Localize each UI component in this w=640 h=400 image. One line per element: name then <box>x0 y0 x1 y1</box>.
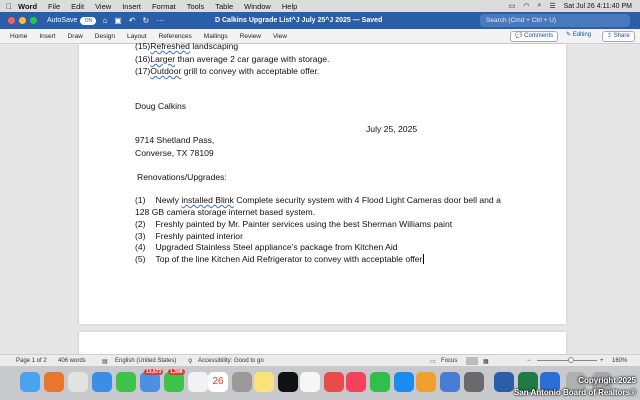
tab-mailings[interactable]: Mailings <box>203 32 228 40</box>
status-bar <box>0 354 640 366</box>
macos-dock <box>0 366 640 400</box>
tab-home[interactable]: Home <box>10 32 28 40</box>
document-date: July 25, 2025 <box>366 124 418 134</box>
editing-label: Editing <box>572 32 592 38</box>
text-cursor <box>423 254 424 264</box>
chrome-icon[interactable] <box>68 372 88 392</box>
zoom-window-button[interactable] <box>30 17 37 24</box>
undo-icon[interactable]: ↶ <box>128 16 136 25</box>
zoom-in-icon[interactable]: + <box>600 358 604 364</box>
tab-design[interactable]: Design <box>94 32 116 40</box>
upgrade-item-5: (5) Top of the line Kitchen Aid Refrigerator to convey with acceptable offer <box>135 254 423 264</box>
list-item-15: (15)Refreshed landscaping <box>135 41 239 51</box>
finder-icon[interactable] <box>20 372 40 392</box>
music-icon[interactable] <box>346 372 366 392</box>
word-titlebar <box>0 12 640 29</box>
tab-draw[interactable]: Draw <box>67 32 83 40</box>
section-heading: Renovations/Upgrades: <box>137 172 227 182</box>
appletv-icon[interactable] <box>278 372 298 392</box>
menu-edit[interactable]: Edit <box>71 1 85 11</box>
firefox-icon[interactable] <box>44 372 64 392</box>
tab-references[interactable]: References <box>158 32 192 40</box>
utilities-icon[interactable] <box>464 372 484 392</box>
numbers-icon[interactable] <box>370 372 390 392</box>
news-icon[interactable] <box>324 372 344 392</box>
close-window-button[interactable] <box>8 17 15 24</box>
menu-table[interactable]: Table <box>215 1 234 11</box>
menu-file[interactable]: File <box>48 1 61 11</box>
web-layout-icon[interactable]: ▦ <box>483 359 489 365</box>
menu-help[interactable]: Help <box>281 1 298 11</box>
preview-icon[interactable] <box>440 372 460 392</box>
menu-format[interactable]: Format <box>151 1 176 11</box>
upgrade-item-1-continued: 128 GB camera storage internet based system. <box>135 207 316 217</box>
tab-insert[interactable]: Insert <box>39 32 56 40</box>
author-name: Doug Calkins <box>135 101 187 111</box>
document-page[interactable] <box>79 41 566 324</box>
watermark-line-2: San Antonio Board of Realtors® <box>513 388 636 397</box>
accessibility-status[interactable]: Accessibility: Good to go <box>198 358 264 364</box>
macos-menubar <box>0 0 640 12</box>
clock-datetime[interactable]: Sat Jul 26 4:11:40 PM <box>563 2 632 10</box>
upgrade-item-2: (2) Freshly painted by Mr. Painter services using the best Sherman Williams paint <box>135 219 453 229</box>
pages-icon[interactable] <box>416 372 436 392</box>
tab-review[interactable]: Review <box>239 32 261 40</box>
upgrade-item-4: (4) Upgraded Stainless Steel appliance’s package from Kitchen Aid <box>135 242 398 252</box>
word-icon[interactable] <box>494 372 514 392</box>
battery-icon[interactable]: ▭ <box>508 3 516 10</box>
editing-button[interactable]: ✎ Editing <box>566 32 592 38</box>
zoom-slider[interactable] <box>537 360 597 361</box>
word-count[interactable]: 406 words <box>58 358 86 364</box>
minimize-window-button[interactable] <box>19 17 26 24</box>
mail-icon[interactable] <box>140 372 160 392</box>
focus-button[interactable]: Focus <box>441 358 458 364</box>
notes-icon[interactable] <box>254 372 274 392</box>
zoom-slider-thumb[interactable] <box>568 357 574 363</box>
facetime-icon[interactable] <box>116 372 136 392</box>
search-placeholder: Search (Cmd + Ctrl + U) <box>486 17 557 24</box>
messages-icon[interactable] <box>164 372 184 392</box>
apple-icon[interactable] <box>0 2 18 11</box>
menu-view[interactable]: View <box>95 1 112 11</box>
tab-layout[interactable]: Layout <box>127 32 147 40</box>
photos-icon[interactable] <box>188 372 208 392</box>
share-button[interactable]: ⇪ Share <box>602 31 635 42</box>
share-label: Share <box>613 33 630 39</box>
mail-badge: 13,673 <box>146 369 162 375</box>
document-title: D Calkins Upgrade List^J July 25^J 2025 — Saved <box>215 17 383 24</box>
search-input[interactable] <box>480 14 630 27</box>
zoom-out-icon[interactable]: − <box>527 358 531 364</box>
save-icon[interactable]: ▣ <box>114 16 122 25</box>
watermark-line-1: Copyright 2025 <box>578 376 636 385</box>
tab-view[interactable]: View <box>272 32 287 40</box>
menu-insert[interactable]: Insert <box>122 1 141 11</box>
menu-app-name[interactable]: Word <box>18 1 38 11</box>
app-store-icon[interactable] <box>394 372 414 392</box>
accessibility-icon[interactable]: ⚲ <box>188 359 193 365</box>
proofing-icon[interactable]: ▤ <box>102 359 108 365</box>
autosave-label: AutoSave <box>47 17 78 24</box>
focus-icon[interactable]: ▭ <box>430 359 436 365</box>
page-count[interactable]: Page 1 of 2 <box>16 358 47 364</box>
calendar-icon[interactable] <box>208 372 228 392</box>
comments-button[interactable]: 💬 Comments <box>510 31 558 42</box>
upgrade-item-1: (1) Newly installed Blink Complete security system with 4 Flood Light Cameras door bell and a <box>135 195 501 205</box>
document-canvas[interactable] <box>0 41 640 354</box>
safari-icon[interactable] <box>92 372 112 392</box>
menu-window[interactable]: Window <box>244 1 271 11</box>
list-item-16: (16)Larger than average 2 car garage with storage. <box>135 54 330 64</box>
control-center-icon[interactable]: ☰ <box>549 3 556 10</box>
home-icon[interactable]: ⌂ <box>102 16 108 25</box>
ribbon-tabs <box>0 29 640 44</box>
search-icon[interactable]: ⌕ <box>537 2 542 9</box>
list-item-17: (17)Outdoor grill to convey with acceptable offer. <box>135 66 320 76</box>
zoom-level[interactable]: 160% <box>612 358 628 364</box>
language[interactable]: English (United States) <box>115 358 177 364</box>
wifi-icon[interactable]: ◠ <box>523 3 530 10</box>
calendar-day: 26 <box>212 376 224 387</box>
photos-app-icon[interactable] <box>300 372 320 392</box>
print-layout-icon[interactable] <box>466 357 478 365</box>
messages-badge: 1,398 <box>170 369 183 375</box>
redo-icon[interactable]: ↻ <box>142 16 150 25</box>
menu-tools[interactable]: Tools <box>186 1 205 11</box>
address-line-1: 9714 Shetland Pass, <box>135 135 215 145</box>
system-settings-icon[interactable] <box>232 372 252 392</box>
upgrade-item-3: (3) Freshly painted interior <box>135 231 243 241</box>
autosave-toggle[interactable]: ON <box>80 17 96 25</box>
comments-label: Comments <box>524 33 554 39</box>
address-line-2: Converse, TX 78109 <box>135 148 214 158</box>
more-icon[interactable]: ··· <box>156 16 165 25</box>
